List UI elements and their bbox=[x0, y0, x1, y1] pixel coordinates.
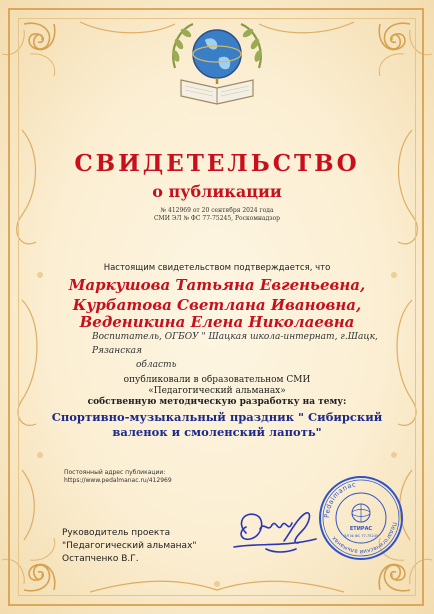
media-name: «Педагогический альманах» bbox=[148, 386, 286, 396]
address-label: Постоянный адрес публикации: bbox=[64, 469, 166, 476]
author-position-line: область bbox=[136, 360, 177, 370]
publication-topic: валенок и смоленский лапоть" bbox=[112, 425, 322, 439]
certificate-title: СВИДЕТЕЛЬСТВО bbox=[74, 150, 360, 177]
certificate-subtitle: о публикации bbox=[152, 182, 282, 201]
author-name: Маркушова Татьяна Евгеньевна, bbox=[68, 276, 366, 294]
handwritten-signature bbox=[226, 503, 321, 558]
signatory-title: Руководитель проекта bbox=[62, 528, 171, 538]
official-seal-stamp bbox=[318, 475, 404, 561]
publication-url: https://www.pedalmanac.ru/412969 bbox=[64, 477, 172, 484]
seal-bottom-text: ЭЛ № ФС 77-75245 bbox=[343, 534, 379, 538]
own-work-text: собственную методическую разработку на тему: bbox=[87, 397, 347, 407]
registration-number: № 412969 от 20 сентября 2024 года bbox=[160, 207, 274, 214]
confirmation-text: Настоящим свидетельством подтверждается, что bbox=[103, 263, 331, 273]
seal-ring-text-top: Pedalmanac bbox=[322, 480, 357, 519]
globe-book-emblem-icon bbox=[167, 18, 267, 108]
author-name: Курбатова Светлана Ивановна, bbox=[72, 296, 362, 314]
publication-topic: Спортивно-музыкальный праздник " Сибирский bbox=[51, 410, 383, 424]
media-registration: СМИ ЭЛ № ФС 77-75245, Роскомнадзор bbox=[153, 215, 281, 222]
author-position bbox=[92, 330, 392, 372]
signatory-name: Остапченко В.Г. bbox=[62, 554, 139, 564]
seal-center-text: ЕТИРАС bbox=[349, 526, 373, 532]
author-name: Веденикина Елена Николаевна bbox=[79, 313, 355, 331]
author-position-line: Воспитатель, ОГБОУ " Шацкая школа-интернат, г.Шацк, Рязанская bbox=[92, 332, 378, 356]
seal-ring-text: Педагогический альманах bbox=[331, 521, 397, 555]
published-in-text: опубликовали в образовательном СМИ bbox=[123, 375, 311, 385]
signatory-project: "Педагогический альманах" bbox=[62, 541, 197, 551]
